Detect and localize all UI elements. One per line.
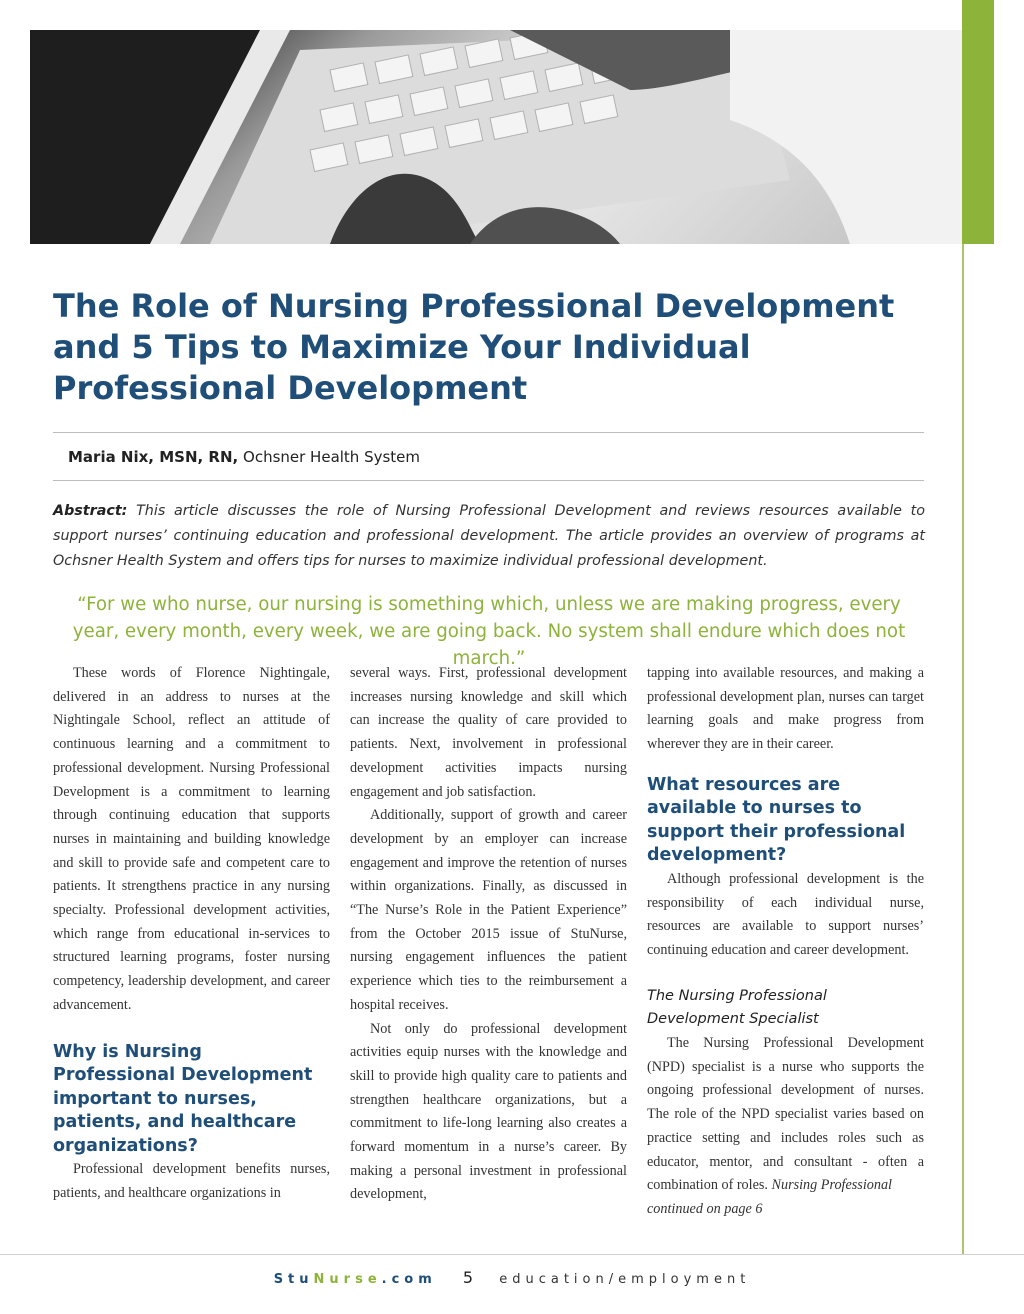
brand-part: Stu xyxy=(273,1272,314,1287)
paragraph-text: The Nursing Professional Development (NPD) specialist is a nurse who supports the ongoing professional development of nurses. The role of the NPD specialist varies based on practice setting and includes roles such as educator, mentor, and consultant - often a combination of roles. xyxy=(647,1035,924,1194)
paragraph: These words of Florence Nightingale, delivered in an address to nurses at the Nightingale School, reflect an attitude of continuous learning and a commitment to professional development. Nursing Professional Development is a commitment to learning through continuing education that supports nurses in maintaining and building knowledge and skill to provide safe and competent care to patients. It strengthens practice in any nursing specialty. Professional development activities, which range from educational in-services to structured learning programs, foster nursing competency, leadership development, and career advancement. xyxy=(53,665,330,1013)
brand-part: .com xyxy=(381,1272,437,1287)
author-affiliation: Ochsner Health System xyxy=(243,448,421,466)
hero-photo xyxy=(30,30,962,244)
abstract xyxy=(53,499,925,574)
column-2 xyxy=(350,662,627,1207)
pull-quote: “For we who nurse, our nursing is something which, unless we are making progress, every year, every month, every week, we are going back. No system shall endure which does not march.” xyxy=(72,594,906,669)
paragraph xyxy=(647,1032,924,1198)
footer-divider xyxy=(0,1254,1024,1255)
section-name: education/employment xyxy=(499,1272,751,1287)
publication-brand xyxy=(274,1272,437,1287)
title-line: Professional Development xyxy=(53,369,528,407)
keyboard-hands-illustration xyxy=(30,30,962,244)
paragraph: Not only do professional development activities equip nurses with the knowledge and skill to provide high quality care to patients and strengthen healthcare organizations, but a commitment to life-long learning also creates a forward momentum in a nurse’s career. By making a personal investment in professional development, xyxy=(350,1020,627,1203)
divider xyxy=(53,480,924,481)
accent-bar xyxy=(962,0,994,244)
brand-part: Nurse xyxy=(313,1272,382,1287)
title-line: and 5 Tips to Maximize Your Individual xyxy=(53,328,751,366)
paragraph-italic: Nursing Professional xyxy=(771,1177,892,1194)
paragraph: tapping into available resources, and making a professional development plan, nurses can target learning goals and make progress from wherever they are in their career. xyxy=(647,665,924,753)
subsection-heading: The Nursing Professional Development Specialist xyxy=(647,987,827,1028)
article-title xyxy=(53,286,933,409)
author-name: Maria Nix, MSN, RN, xyxy=(68,448,239,466)
paragraph: several ways. First, professional development increases nursing knowledge and skill which can increase the quality of care provided to patients. Next, involvement in professional development activities impacts nursing engagement and job satisfaction. xyxy=(350,665,627,800)
section-heading: Why is Nursing Professional Development important to nurses, patients, and healthcare organizations? xyxy=(53,1041,313,1156)
column-3 xyxy=(647,662,924,1222)
byline xyxy=(68,448,420,466)
section-heading: What resources are available to nurses to support their professional development? xyxy=(647,774,906,866)
accent-line xyxy=(962,244,964,1254)
column-1 xyxy=(53,662,330,1205)
abstract-label: Abstract: xyxy=(53,503,128,519)
abstract-text: This article discusses the role of Nursing Professional Development and reviews resources available to support nurses’ continuing education and professional development. The article provides an overview of programs at Ochsner Health System and offers tips for nurses to maximize individual professional development. xyxy=(53,503,926,569)
title-line: The Role of Nursing Professional Development xyxy=(53,287,895,325)
continued-note: continued on page 6 xyxy=(647,1200,763,1217)
paragraph: Professional development benefits nurses, patients, and healthcare organizations in xyxy=(53,1161,330,1201)
paragraph: Additionally, support of growth and career development by an employer can increase engagement and improve the retention of nurses within organizations. Finally, as discussed in “The Nurse’s Role in the Patient Experience” from the October 2015 issue of StuNurse, nursing engagement influences the patient experience which ties to the reimbursement a hospital receives. xyxy=(350,807,627,1013)
page-footer xyxy=(0,1268,1024,1287)
page-number: 5 xyxy=(462,1268,474,1287)
paragraph: Although professional development is the responsibility of each individual nurse, resources are available to support nurses’ continuing education and career development. xyxy=(647,870,924,958)
divider xyxy=(53,432,924,433)
